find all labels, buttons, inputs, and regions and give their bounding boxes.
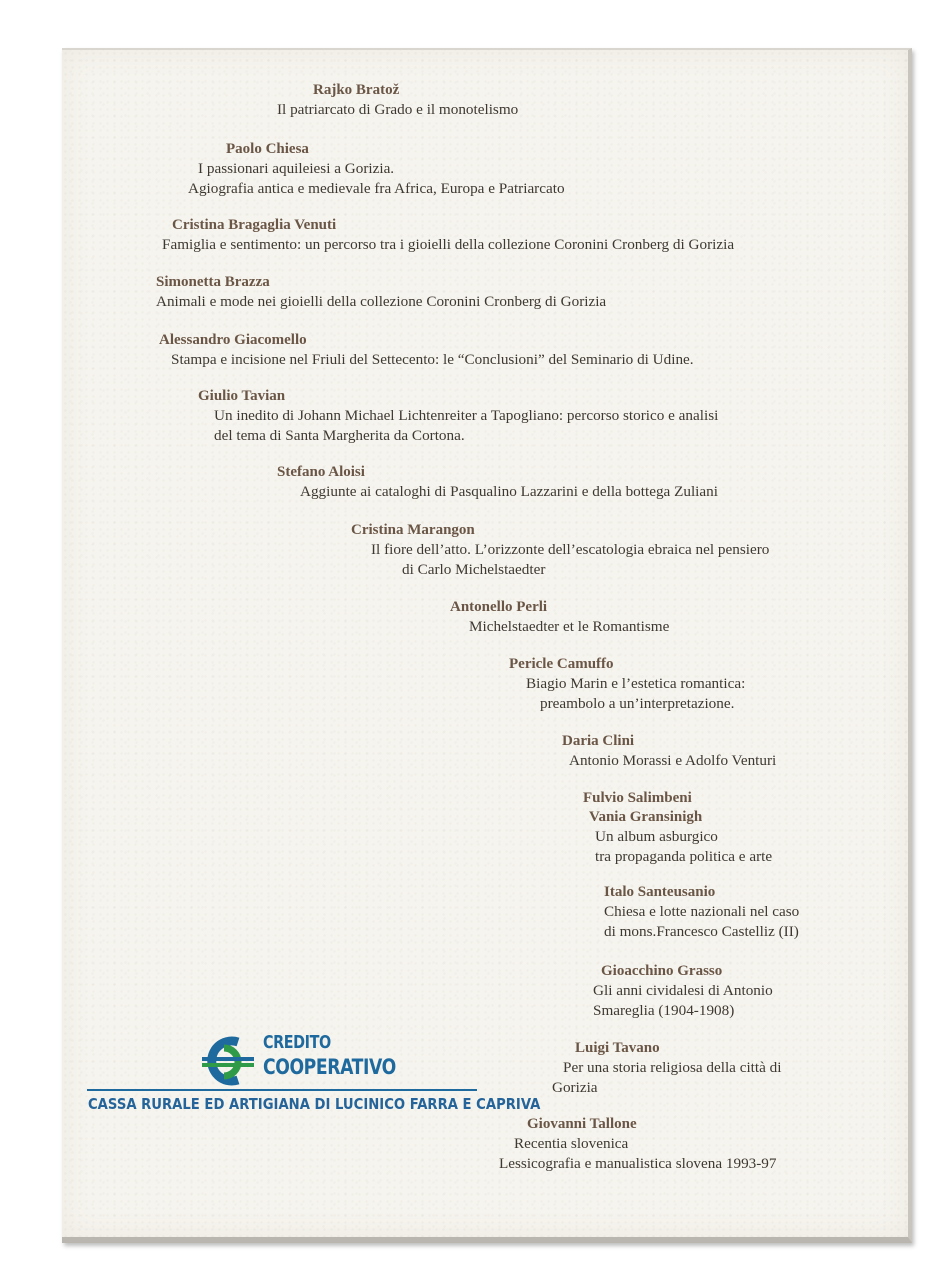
entry-author: Fulvio Salimbeni: [583, 790, 692, 806]
entry-title: Gli anni cividalesi di Antonio: [593, 982, 773, 999]
entry-3: [162, 216, 735, 255]
entry-10: [509, 655, 745, 714]
entry-author: Giulio Tavian: [198, 388, 286, 404]
entry-title: tra propaganda politica e arte: [595, 848, 773, 865]
credito-cooperativo-logo-icon: [194, 1030, 262, 1092]
entry-author: Rajko Bratož: [313, 82, 400, 98]
logo-subtitle: CASSA RURALE ED ARTIGIANA DI LUCINICO FARRA E CAPRIVA: [88, 1095, 541, 1113]
entry-title: Michelstaedter et le Romantisme: [469, 618, 670, 635]
entry-author: Simonetta Brazza: [156, 274, 270, 290]
entry-title: Antonio Morassi e Adolfo Venturi: [569, 752, 777, 769]
logo-name-line2: COOPERATIVO: [263, 1055, 396, 1079]
entry-author: Antonello Perli: [450, 599, 548, 615]
entry-author: Stefano Aloisi: [277, 464, 365, 480]
logo-name-line1: CREDITO: [263, 1033, 331, 1053]
entry-15: [552, 1039, 782, 1098]
entry-title: del tema di Santa Margherita da Cortona.: [214, 427, 465, 444]
entry-author: Cristina Bragaglia Venuti: [172, 217, 337, 233]
entry-16: [499, 1115, 777, 1174]
entry-author: Italo Santeusanio: [604, 884, 716, 900]
entry-title: Chiesa e lotte nazionali nel caso: [604, 903, 800, 920]
entry-title: Recentia slovenica: [514, 1135, 629, 1152]
entry-title: Lessicografia e manualistica slovena 1993-97: [499, 1155, 777, 1172]
entry-title: Un inedito di Johann Michael Lichtenreiter a Tapogliano: percorso storico e analisi: [214, 407, 719, 424]
entry-author: Giovanni Tallone: [527, 1116, 637, 1132]
entry-title: Stampa e incisione nel Friuli del Settecento: le “Conclusioni” del Seminario di Udine.: [171, 351, 694, 368]
entry-author: Vania Gransinigh: [589, 809, 703, 825]
entry-12: [583, 789, 772, 867]
logo-divider: [87, 1089, 477, 1091]
entry-11: [562, 732, 776, 771]
entry-title: Per una storia religiosa della città di: [563, 1059, 782, 1076]
entry-author: Paolo Chiesa: [226, 141, 309, 157]
entry-title: Il patriarcato di Grado e il monotelismo: [277, 101, 519, 118]
entry-4: [156, 273, 606, 312]
entry-title: di Carlo Michelstaedter: [402, 561, 546, 578]
credito-cooperativo-logo: [84, 1023, 541, 1143]
entry-author: Alessandro Giacomello: [159, 332, 307, 348]
entry-9: [450, 598, 669, 637]
entry-title: Gorizia: [552, 1079, 598, 1096]
entry-author: Pericle Camuffo: [509, 656, 614, 672]
entry-14: [593, 962, 773, 1021]
entry-title: di mons.Francesco Castelliz (II): [604, 923, 799, 940]
entry-title: Un album asburgico: [595, 828, 718, 845]
entry-7: [277, 463, 718, 502]
entry-title: I passionari aquileiesi a Gorizia.: [198, 160, 395, 177]
entry-title: Smareglia (1904-1908): [593, 1002, 735, 1019]
entry-8: [351, 521, 769, 580]
entry-title: Biagio Marin e l’estetica romantica:: [526, 675, 746, 692]
entry-author: Daria Clini: [562, 733, 635, 749]
entry-title: Aggiunte ai cataloghi di Pasqualino Lazzarini e della bottega Zuliani: [300, 483, 718, 500]
entry-6: [198, 387, 809, 446]
entry-13: [604, 883, 799, 942]
entry-author: Cristina Marangon: [351, 522, 475, 538]
entry-1: [277, 81, 519, 120]
entry-title: Animali e mode nei gioielli della collezione Coronini Cronberg di Gorizia: [156, 293, 607, 310]
entry-2: [188, 140, 565, 199]
entry-author: Gioacchino Grasso: [601, 963, 723, 979]
entry-author: Luigi Tavano: [575, 1040, 660, 1056]
entry-title: Agiografia antica e medievale fra Africa, Europa e Patriarcato: [188, 180, 565, 197]
entry-title: preambolo a un’interpretazione.: [540, 695, 735, 712]
entry-title: Il fiore dell’atto. L’orizzonte dell’escatologia ebraica nel pensiero: [371, 541, 770, 558]
entry-title: Famiglia e sentimento: un percorso tra i gioielli della collezione Coronini Cronberg di Gorizia: [162, 236, 735, 253]
entry-5: [159, 331, 694, 370]
